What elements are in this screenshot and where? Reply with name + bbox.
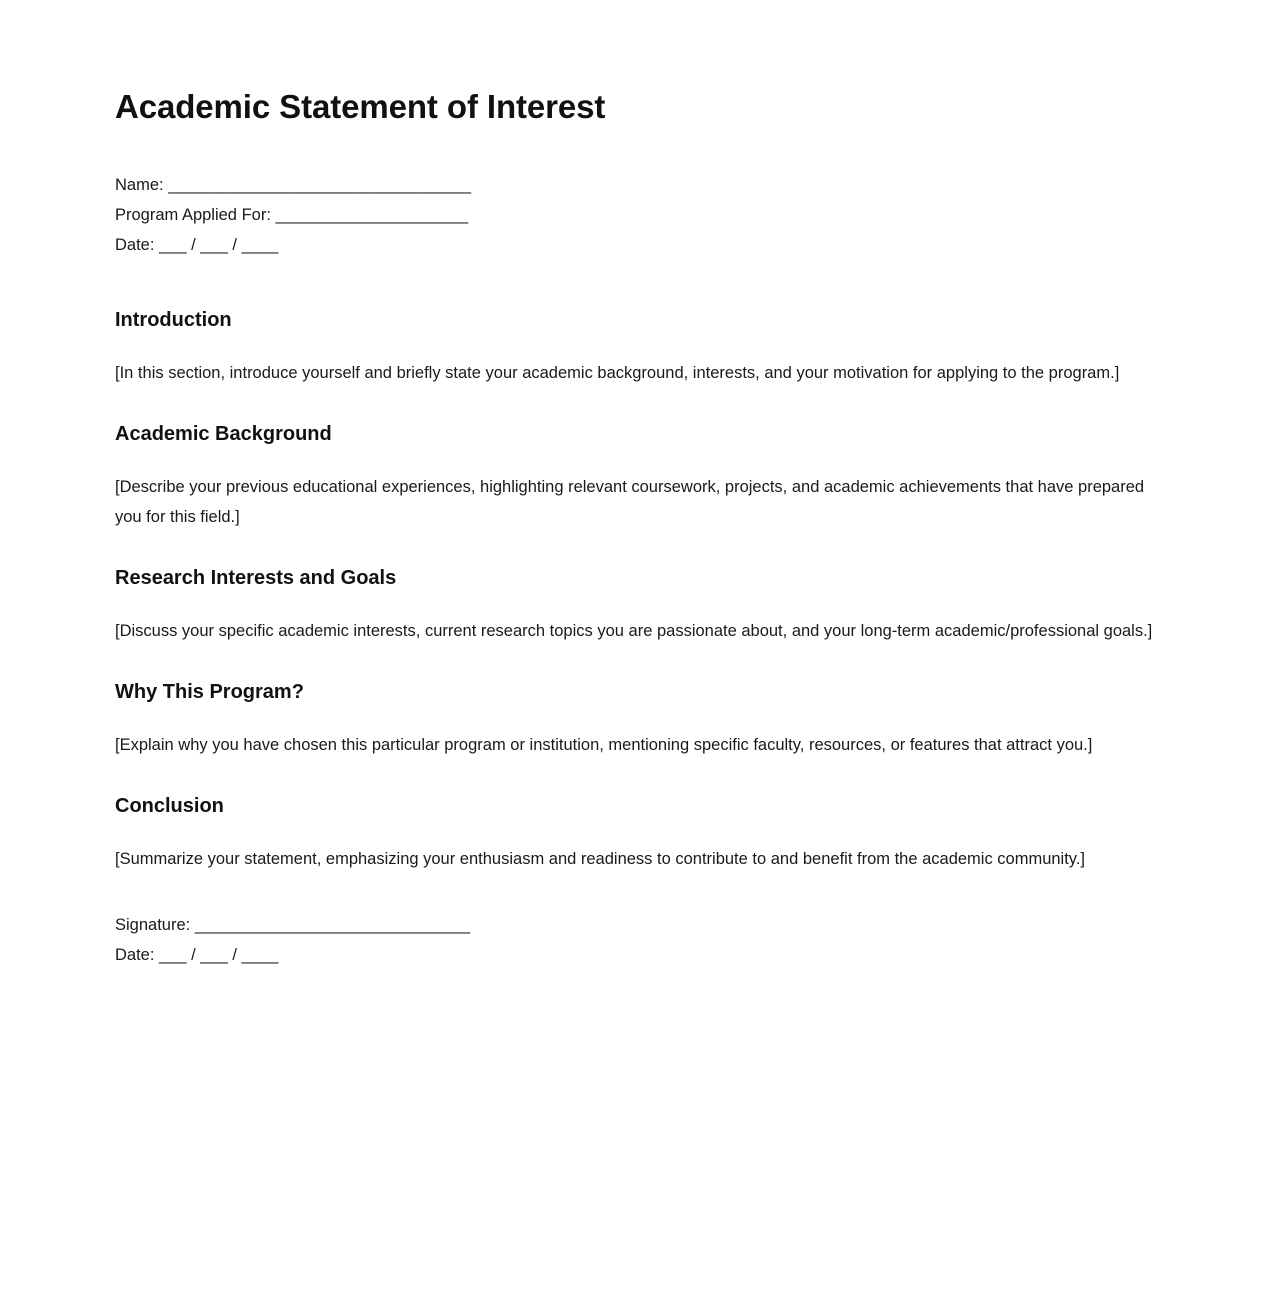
section-heading-academic-background: Academic Background	[115, 422, 332, 445]
section-conclusion	[115, 794, 1160, 874]
section-body-academic-background: [Describe your previous educational experiences, highlighting relevant coursework, projects, and academic achievements that have prepared you for this field.]	[115, 477, 1145, 526]
section-research-interests-and-goals	[115, 566, 1160, 646]
section-heading-research-interests-and-goals: Research Interests and Goals	[115, 566, 397, 589]
section-why-this-program	[115, 680, 1160, 760]
header-fields-block	[115, 170, 1160, 260]
section-body-introduction: [In this section, introduce yourself and briefly state your academic background, interests, and your motivation for applying to the program.]	[115, 363, 1120, 382]
signature-date-field-line[interactable]: Date: ___ / ___ / ____	[115, 945, 279, 964]
signature-block	[115, 910, 1160, 970]
date-field-line[interactable]: Date: ___ / ___ / ____	[115, 235, 279, 254]
section-introduction	[115, 308, 1160, 388]
section-heading-conclusion: Conclusion	[115, 794, 224, 817]
page-title: Academic Statement of Interest	[115, 88, 606, 125]
section-heading-why-this-program: Why This Program?	[115, 680, 304, 703]
section-body-why-this-program: [Explain why you have chosen this particular program or institution, mentioning specific faculty, resources, or features that attract you.]	[115, 735, 1093, 754]
section-body-conclusion: [Summarize your statement, emphasizing your enthusiasm and readiness to contribute to and benefit from the academic community.]	[115, 849, 1086, 868]
program-applied-for-field-line[interactable]: Program Applied For: _____________________	[115, 205, 469, 224]
name-field-line[interactable]: Name: _________________________________	[115, 175, 472, 194]
section-body-research-interests-and-goals: [Discuss your specific academic interests, current research topics you are passionate about, and your long-term academic/professional goals.]	[115, 621, 1153, 640]
signature-field-line[interactable]: Signature: ______________________________	[115, 915, 471, 934]
section-heading-introduction: Introduction	[115, 308, 232, 331]
section-academic-background	[115, 422, 1160, 532]
